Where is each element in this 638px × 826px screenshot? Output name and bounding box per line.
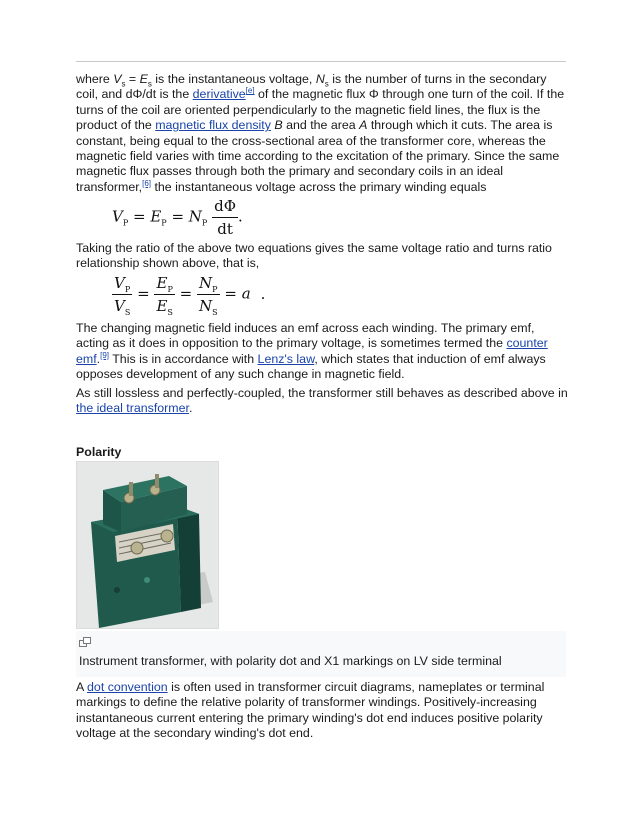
subscript: s xyxy=(324,79,329,89)
subscript: s xyxy=(147,79,152,89)
text-run: As still lossless and perfectly-coupled, the transformer still behaves as described above in xyxy=(76,386,568,400)
eq-var: V xyxy=(114,297,125,315)
eq-var: N xyxy=(198,297,213,315)
eq-sub: P xyxy=(122,218,129,228)
text-run: . xyxy=(96,351,101,366)
eq-var: a xyxy=(241,284,251,303)
var-e: E xyxy=(139,72,148,86)
eq-operator: = xyxy=(132,284,155,303)
text-run: This is in accordance with xyxy=(109,351,258,366)
subscript: s xyxy=(121,79,126,89)
link-derivative[interactable]: derivative xyxy=(192,87,246,102)
eq-sub: S xyxy=(212,308,218,317)
paragraph-ratio xyxy=(76,241,568,272)
eq-denominator xyxy=(112,295,132,315)
link-counter-emf[interactable]: counter emf xyxy=(76,336,548,366)
eq-var: V xyxy=(114,274,125,292)
eq-sub: P xyxy=(212,285,218,294)
eq-var: E xyxy=(156,274,168,292)
eq-fraction xyxy=(212,197,238,238)
paragraph-lossless xyxy=(76,386,568,417)
footnote-e[interactable]: [e] xyxy=(245,86,255,96)
equation-primary-voltage xyxy=(112,197,243,238)
equation-ratio xyxy=(112,274,265,315)
enlarge-icon[interactable] xyxy=(79,637,91,647)
eq-fraction xyxy=(197,274,220,315)
eq-var: V xyxy=(112,207,123,226)
var-b: B xyxy=(274,118,283,133)
text-run: is the number of turns in the secondary coil, and dΦ/dt is the xyxy=(76,72,547,102)
eq-sub: S xyxy=(167,308,173,317)
eq-var: N xyxy=(188,207,202,226)
eq-sub: P xyxy=(167,285,173,294)
eq-operator: = xyxy=(174,284,197,303)
eq-operator: = xyxy=(219,284,242,303)
eq-var: E xyxy=(150,207,162,226)
eq-sub: P xyxy=(201,218,208,228)
eq-denominator xyxy=(154,295,174,315)
top-divider xyxy=(76,61,566,62)
text-run: = xyxy=(125,72,140,86)
eq-numerator xyxy=(197,274,220,295)
figure-caption: Instrument transformer, with polarity dot and X1 markings on LV side terminal xyxy=(79,654,502,668)
text-run: Taking the ratio of the above two equations gives the same voltage ratio and turns ratio relationship shown above, that is, xyxy=(76,241,552,271)
eq-end: . xyxy=(238,207,243,226)
link-ideal-transformer[interactable]: the ideal transformer xyxy=(76,401,189,416)
eq-numerator: dΦ xyxy=(212,197,238,218)
figure-caption-box xyxy=(76,631,566,677)
text-run: of the magnetic flux Φ through one turn of the coil. If the turns of the coil are oriented perpendicularly to the magnetic field lines, the flux is the product of the xyxy=(76,87,565,133)
footnote-6[interactable]: [6] xyxy=(142,178,152,188)
paragraph-counter-emf xyxy=(76,321,568,383)
eq-sub: S xyxy=(124,308,131,317)
eq-var: E xyxy=(156,297,168,315)
var-n: N xyxy=(315,72,325,86)
transformer-photo[interactable] xyxy=(76,461,219,629)
link-lenz-law[interactable]: Lenz's law xyxy=(257,351,315,366)
eq-denominator: dt xyxy=(217,220,233,238)
eq-fraction xyxy=(112,274,132,315)
link-magnetic-flux-density[interactable]: magnetic flux density xyxy=(155,118,271,133)
eq-operator: = xyxy=(166,207,189,226)
footnote-9[interactable]: [9] xyxy=(100,350,110,360)
text-run: is often used in transformer circuit diagrams, nameplates or terminal markings to define the relative polarity of transformer windings. Positively-increasing instantaneous current entering the primary winding's dot end induces positive polarity voltage at the secondary winding's dot end. xyxy=(76,680,545,741)
eq-end: . xyxy=(260,284,266,303)
text-run: and the area xyxy=(282,118,360,133)
text-run: through which it cuts. The area is constant, being equal to the cross-sectional area of the transformer core, whereas the magnetic field varies with time according to the excitation of the primary. Since the same magnetic flux passes through both the primary and secondary coils in an ideal transformer, xyxy=(76,118,560,194)
var-a: A xyxy=(359,118,368,133)
eq-operator: = xyxy=(128,207,151,226)
link-dot-convention[interactable]: dot convention xyxy=(87,680,168,694)
eq-numerator xyxy=(112,274,132,295)
text-run: the instantaneous voltage across the primary winding equals xyxy=(151,179,487,194)
eq-denominator xyxy=(197,295,220,315)
eq-sub: P xyxy=(124,285,131,294)
text-run: . xyxy=(188,401,193,416)
eq-var: N xyxy=(199,274,213,292)
section-heading-polarity: Polarity xyxy=(76,445,122,459)
eq-sub: P xyxy=(161,218,167,228)
eq-numerator xyxy=(154,274,174,295)
text-run: The changing magnetic field induces an emf across each winding. The primary emf, acting as it does in opposition to the primary voltage, is sometimes termed the xyxy=(76,321,535,351)
text-run: is the instantaneous voltage, xyxy=(151,72,316,86)
eq-fraction xyxy=(154,274,174,315)
text-run: , which states that induction of emf always opposes development of any such change in magnetic field. xyxy=(76,351,546,382)
text-run: where xyxy=(76,72,114,86)
transformer-illustration xyxy=(77,462,218,628)
paragraph-induced-voltage xyxy=(76,72,568,195)
text-run: A xyxy=(76,680,88,694)
var-v: V xyxy=(113,72,122,86)
paragraph-dot-convention xyxy=(76,680,568,742)
